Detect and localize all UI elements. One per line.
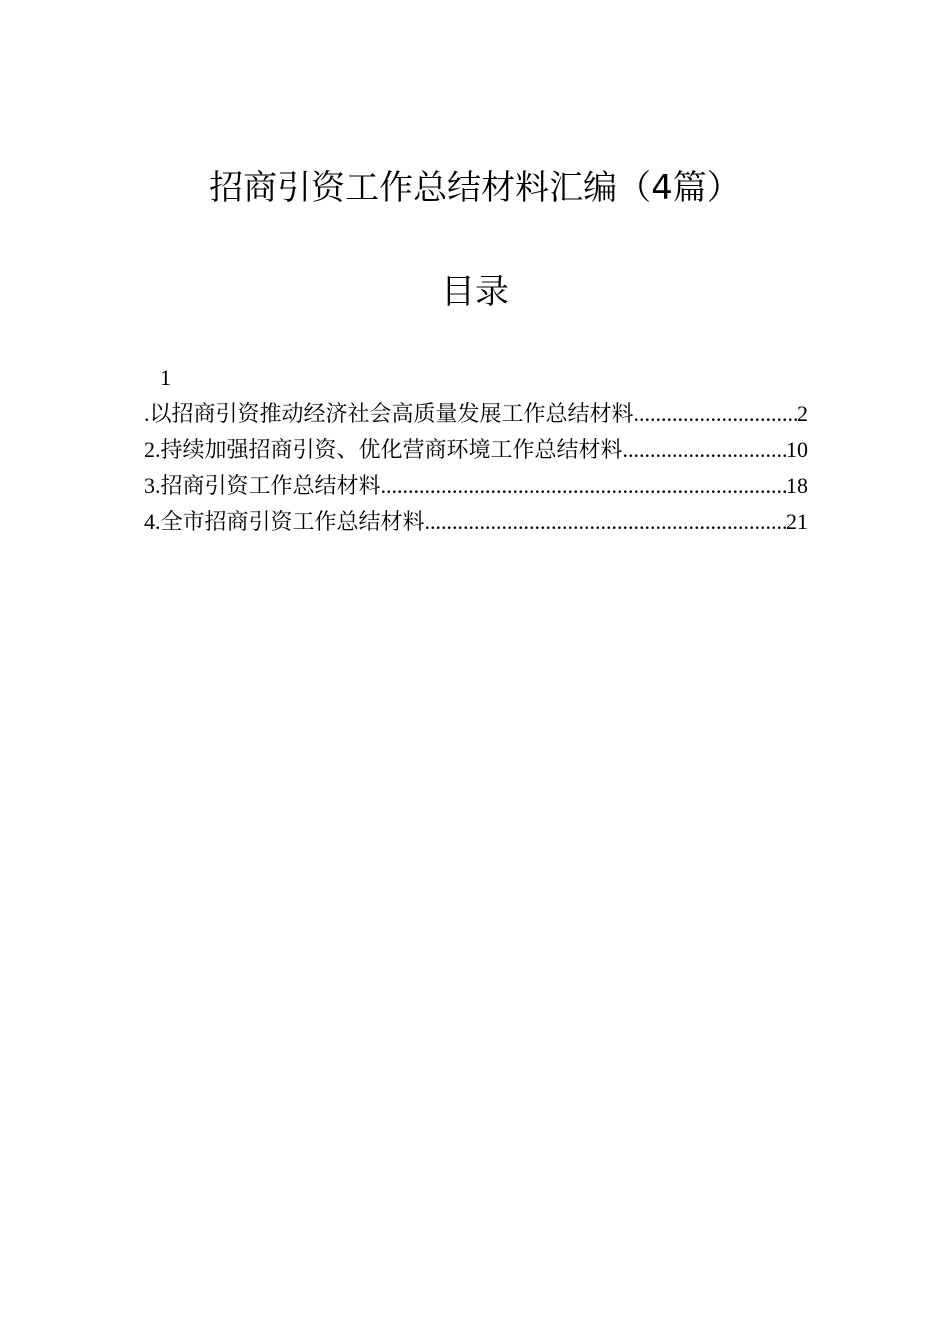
- toc-entry-4[interactable]: [144, 504, 808, 540]
- toc-dot-leader: [623, 432, 786, 468]
- toc-entry-page: 10: [786, 437, 808, 462]
- toc-entry-number: 3.: [144, 473, 161, 498]
- table-of-contents: [144, 360, 808, 540]
- toc-entry-title: 招商引资工作总结材料: [160, 474, 381, 499]
- toc-entry-number: 4.: [144, 509, 161, 534]
- toc-dot-leader: [634, 396, 797, 432]
- document-title: 招商引资工作总结材料汇编（4篇）: [209, 168, 741, 208]
- toc-entry-title: 全市招商引资工作总结材料: [160, 510, 425, 535]
- toc-dot-leader: [381, 468, 786, 504]
- toc-entry-1-number: 1: [160, 365, 171, 390]
- toc-entry-page: 18: [786, 473, 808, 498]
- toc-entry-number: 2.: [144, 437, 161, 462]
- toc-entry-page: 2: [797, 401, 808, 426]
- toc-entry-number: .: [144, 401, 150, 426]
- toc-entry-title: 持续加强招商引资、优化营商环境工作总结材料: [160, 438, 623, 463]
- toc-heading: 目录: [441, 272, 509, 312]
- toc-entry-3[interactable]: [144, 468, 808, 504]
- toc-entry-page: 21: [786, 509, 808, 534]
- toc-entry-1[interactable]: [144, 396, 808, 432]
- toc-entry-2[interactable]: [144, 432, 808, 468]
- toc-dot-leader: [425, 504, 786, 540]
- toc-entry-title: 以招商引资推动经济社会高质量发展工作总结材料: [149, 402, 634, 427]
